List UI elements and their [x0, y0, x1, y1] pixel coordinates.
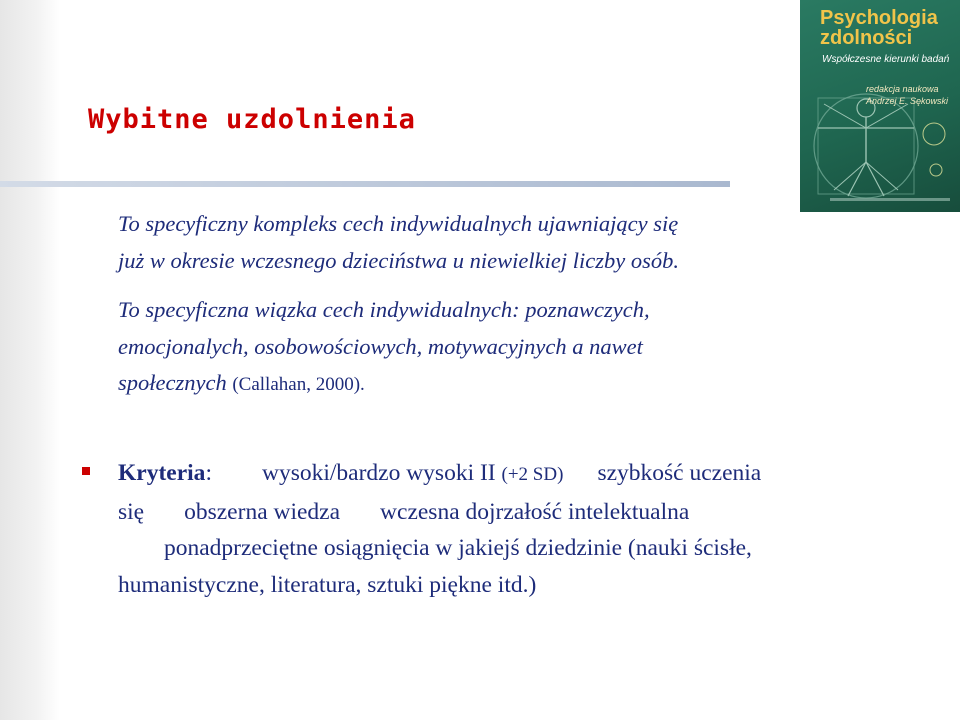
- book-cover-image: [800, 0, 960, 212]
- citation: (Callahan, 2000).: [232, 374, 365, 395]
- criterion-achievements: ponadprzeciętne osiągnięcia w jakiejś dziedzinie (nauki ścisłe,: [164, 535, 752, 561]
- book-cover-title-line2: zdolności: [820, 27, 913, 49]
- criterion-maturity: wczesna dojrzałość intelektualna: [380, 498, 690, 525]
- definition-1-line-2: już w okresie wczesnego dzieciństwa u niewielkiej liczby osób.: [118, 247, 679, 273]
- definition-paragraph-2: [118, 292, 918, 404]
- criteria-label: Kryteria: [118, 460, 206, 486]
- definition-1-line-1: To specyficzny kompleks cech indywidualnych ujawniający się: [118, 211, 679, 236]
- criteria-paragraph: [118, 455, 928, 603]
- book-cover-subtitle: Współczesne kierunki badań: [822, 54, 950, 65]
- criterion-learning-speed-cont: się: [118, 498, 145, 525]
- criterion-intelligence-sd: (+2 SD): [501, 464, 564, 485]
- book-cover-editor-name: Andrzej E. Sękowski: [866, 96, 949, 106]
- criterion-achievements-cont: humanistyczne, literatura, sztuki piękne itd.): [118, 571, 537, 598]
- book-cover-publisher-strip: [830, 198, 950, 201]
- definition-2-line-2: emocjonalych, osobowościowych, motywacyjnych a nawet: [118, 333, 643, 359]
- criterion-learning-speed: szybkość uczenia: [597, 460, 762, 486]
- definition-2-line-3: społecznych: [118, 370, 227, 395]
- slide-title: Wybitne uzdolnienia: [88, 104, 416, 135]
- definition-2-line-1: To specyficzna wiązka cech indywidualnych: poznawczych,: [118, 297, 650, 322]
- criteria-label-colon: :: [205, 460, 212, 486]
- definition-paragraph-1: [118, 206, 918, 279]
- book-cover-editor-label: redakcja naukowa: [866, 84, 939, 94]
- criterion-intelligence: wysoki/bardzo wysoki II: [261, 460, 496, 486]
- criterion-knowledge: obszerna wiedza: [184, 498, 341, 525]
- left-decorative-band: [0, 0, 60, 720]
- book-cover-title: [820, 8, 960, 48]
- title-divider: [0, 181, 730, 187]
- book-cover-title-line1: Psychologia: [820, 7, 938, 29]
- bullet-square-icon: [82, 467, 90, 475]
